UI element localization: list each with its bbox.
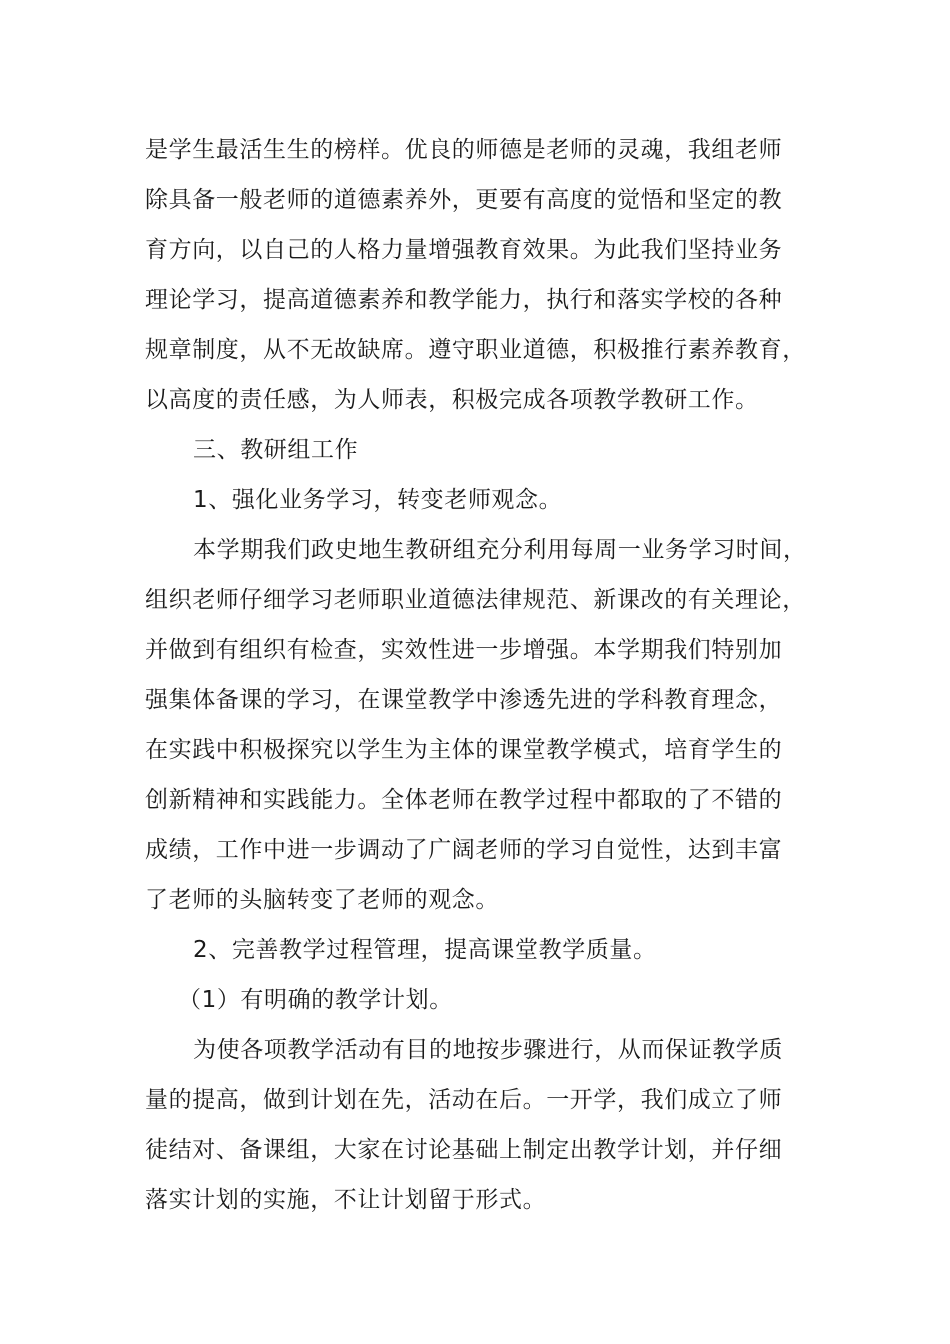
text-line: 强集体备课的学习，在课堂教学中渗透先进的学科教育理念， [145,687,783,713]
text-line: 量的提高，做到计划在先，活动在后。一开学，我们成立了师 [145,1087,783,1113]
text-line: 在实践中积极探究以学生为主体的课堂教学模式，培育学生的 [145,737,783,763]
text-line: 以高度的责任感，为人师表，积极完成各项教学教研工作。 [145,387,759,413]
text-line: 落实计划的实施，不让计划留于形式。 [145,1187,547,1213]
text-line: 成绩，工作中进一步调动了广阔老师的学习自觉性，达到丰富 [145,837,783,863]
text-line: 组织老师仔细学习老师职业道德法律规范、新课改的有关理论， [145,587,806,613]
subsection-heading: 1、强化业务学习，转变老师观念。 [193,487,563,513]
subsection-heading: 2、完善教学过程管理，提高课堂教学质量。 [193,937,657,963]
text-line: 规章制度，从不无故缺席。遵守职业道德，积极推行素养教育， [145,337,806,363]
paragraph-first-line: 本学期我们政史地生教研组充分利用每周一业务学习时间， [193,537,807,563]
paragraph-first-line: 为使各项教学活动有目的地按步骤进行，从而保证教学质 [193,1037,783,1063]
text-line: 育方向，以自己的人格力量增强教育效果。为此我们坚持业务 [145,237,783,263]
item-heading: （1）有明确的教学计划。 [178,987,453,1013]
text-line: 是学生最活生生的榜样。优良的师德是老师的灵魂，我组老师 [145,137,783,163]
text-line: 了老师的头脑转变了老师的观念。 [145,887,499,913]
text-line: 除具备一般老师的道德素养外，更要有高度的觉悟和坚定的教 [145,187,783,213]
text-line: 创新精神和实践能力。全体老师在教学过程中都取的了不错的 [145,787,783,813]
text-line: 徒结对、备课组，大家在讨论基础上制定出教学计划，并仔细 [145,1137,783,1163]
text-line: 并做到有组织有检查，实效性进一步增强。本学期我们特别加 [145,637,783,663]
text-line: 理论学习，提高道德素养和教学能力，执行和落实学校的各种 [145,287,783,313]
section-heading: 三、教研组工作 [193,437,359,463]
